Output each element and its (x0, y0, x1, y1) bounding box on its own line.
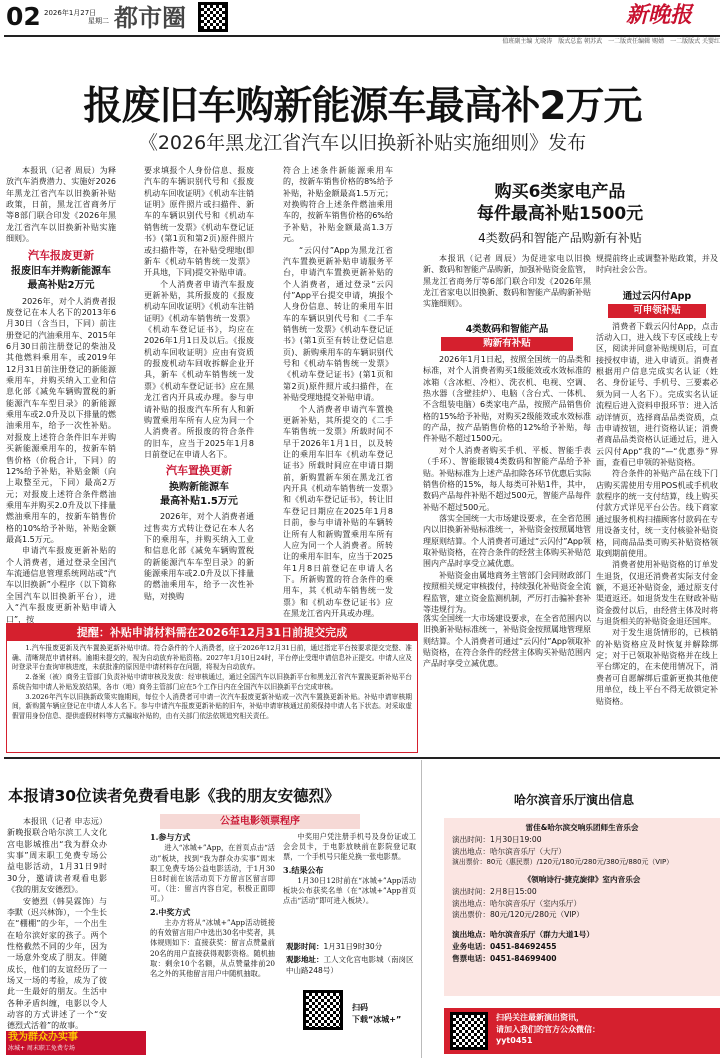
vertical-divider (421, 760, 422, 1058)
scrap-title-2: 最高补贴2万元 (27, 280, 95, 292)
step3-body: 1月30日12时前在“冰城+”App活动板块公布获奖名单（在“冰城+”App首页点击“活动”即可进入板块）。 (283, 876, 416, 906)
auto-col1-p2: 2026年，对个人消费者报废登记在本人名下的2013年6月30日（含当日，下同）前注册登记的汽油乘用车、2015年6月30日前注册登记的柴油及其他燃料乘用车，或2019年12月31日前注册登记的新能源乘用车，并购买纳入工业和信息化部《减免车辆购置税的新能源汽车车型目录》的新能源乘用车或2.0升及以下排量的燃油乘用车，给予一次性补贴。对报废上述符合条件旧车并购买新能源乘用车的，按新车销售价格（价税合计，下同）的12%给予补贴，补贴金额（向上取整至元，下同）最高2万元；对报废上述符合条件燃油乘用车并购买2.0升及以下排量燃油乘用车的，按新车销售价格的10%给予补贴，补贴金额最高1.5万元。 (6, 296, 116, 545)
appliance-title-1: 购买6类家电产品 (494, 182, 626, 202)
movie-scan-2: 下载“冰城+” (352, 1015, 402, 1024)
step2-body: 主办方将从“冰城+”App活动链接的有效留言用户中选出30名中奖者，具体规则如下：直接获奖：留言点赞量前20名的用户直接获得观影资格。随机抽取：剩余10个名额，从点赞量排前20名之外的其他留言用户中随机抽取。 (150, 918, 275, 979)
movie-procedure-band: 公益电影领票程序 (160, 814, 360, 829)
notice-title: 提醒：补贴申请材料需在2026年12月31日前提交完成 (7, 624, 417, 641)
concert2-name: 《领响诗行·捷克旋律》室内音乐会 (523, 875, 641, 884)
movie-banner-right: 冰城+ 周末职工免费专场 (8, 1045, 75, 1052)
step2-title: 2.中奖方式 (150, 906, 191, 917)
auto-lead: 本报讯（记者 周辰）为释放汽车消费潜力、实施好2026年黑龙江省汽车以旧换新补贴政策，日前，黑龙江省商务厅等8部门联合印发《2026年黑龙江省汽车以旧换新补贴实施细则》。 (6, 166, 116, 244)
header-rule (4, 35, 720, 37)
notice-p1: 1.汽车报废更新及汽车置换更新补贴申请。符合条件的个人消费者，应于2026年12月31日前，通过指定平台按要求提交完整、准确、清晰规范申请材料。逾期未提交的，视为自动放弃补贴资格。2027年1月10日24时，平台停止受理申请信息补正提交。申请人应及时登录平台查询审核进度，未获批准的原因是申请材料存在问题，将视为自动放弃。 (12, 644, 412, 672)
movie-scan-1: 扫码 (352, 1003, 368, 1012)
concert1-place: 演出地点：哈尔滨音乐厅（大厅） (452, 846, 566, 856)
concert-footer (444, 1008, 720, 1054)
auto-col2-p1: 要求填报个人身份信息、报废汽车的车辆识别代号和《报废机动车回收证明》《机动车注销证明》原件照片或扫描件、新车的车辆识别代号和《机动车销售统一发票》《机动车登记证书》(第1页和第2页)原件照片或扫描件等，在补贴受理地(即新车《机动车销售统一发票》开具地，下同)提交补贴申请。 (144, 166, 254, 278)
auto-col2-p2: 个人消费者申请汽车报废更新补贴，其所报废的《报废机动车回收证明》《机动车注销证明》《机动车销售统一发票》《机动车登记证书》，均应在2026年1月1日及以后。《报废机动车回收证明》应由有资质的报废机动车回收拆解企业开具，新车《机动车销售统一发票》《机动车登记证书》应在黑龙江省内开具或办理。参与申请补贴的报废汽车所有人和新购置乘用车所有人应为同一个人消费者。所报废的符合条件的旧车，应当于2025年1月8日前登记在申请人名下。 (144, 279, 254, 459)
appliance-mid-p4-cont: 落实全国统一大市场建设要求，在全省范围内以旧换新补贴标准统一，补贴资金按照属地管理原则结算。个人消费者可通过“云闪付”App领取补贴资格，在符合条件的经营主体购买补贴范围内产品时享受立减优惠。 (423, 614, 591, 669)
scrap-title-1: 报废旧车并购新能源车 (11, 266, 111, 278)
concert-scan-2: 请加入我们的官方公众微信： (496, 1024, 600, 1034)
movie-time (286, 942, 416, 953)
step1-body: 进入“冰城+”App，在首页点击“活动”板块，找到“我为群众办实事”周末职工免费专场公益电影活动，于1月30日8时前在该活动页下方留言区留言即可。（注：留言内容自定，积极正面即可。） (150, 843, 275, 904)
page-number: 02 (6, 2, 41, 31)
movie-banner (6, 1031, 146, 1055)
appliance-lead: 本报讯（记者 周辰）为促进家电以旧换新、数码和智能产品购新，加强补贴资金监管，黑龙江省商务厅等6部门联合印发《2026年黑龙江省家电以旧换新、数码和智能产品购新补贴实施细则》。 (423, 254, 591, 309)
appliance-right-p1: 消费者下载云闪付App，点击活动入口，进入线下专区或线上专区，阅读并同意补贴规则后，可直接授权申请，进入申请页。消费者根据用户信息完成实名认证（姓名、身份证号、手机号、三要素必须为同一人名下）。完成实名认证流程后进入资料申报环节：进入活动详情页，选择商品品类资质，点击申请按钮，进行资格认证；消费者商品品类资格认证通过后，进入云闪付App“我的”—“优惠券”界面，查看已申领的补贴资格。 (596, 321, 718, 467)
auto-col-2 (144, 165, 254, 615)
main-subheadline: 《2026年黑龙江省汽车以旧换新补贴实施细则》发布 (138, 132, 587, 154)
movie-banner-left: 我为群众办实事 (8, 1032, 78, 1043)
movie-left-col (7, 816, 107, 1031)
appliance-title-2: 每件最高补贴1500元 (476, 204, 644, 224)
concert-title: 哈尔滨音乐厅演出信息 (513, 793, 634, 807)
staff-credits: 值班副主编 尤晓涛 版式总监 朝苏武 一二版责任编辑 赐婧 一二版版式 关婴红 (502, 38, 720, 45)
concert-phone-2: 售票电话：0451-84699400 (452, 953, 557, 963)
movie-headline: 本报请30位读者免费看电影《我的朋友安德烈》 (8, 787, 340, 805)
step2-note: 中奖用户凭注册手机号及身份证或工会会员卡，于电影放映前在影院登记取票，一个手机号只能兑换一张电影票。 (283, 832, 416, 862)
page-weekday: 星期二 (88, 17, 109, 25)
auto-col3-p3: 个人消费者申请汽车置换更新补贴，其所提交的《二手车销售统一发票》所载时间不早于2026年1月1日，以及转让的乘用车旧车《机动车登记证书》所载时间应在申请日期前，新购置新车须在黑龙江省内开具《机动车销售统一发票》和《机动车登记证书》，转让旧车登记日期应在2025年1月8日前，参与申请补贴的车辆转让所有人和新购置乘用车所有人应为同一个人消费者。所转让的乘用车旧车，应当于2025年1月8日前登记在申请人名下。所新购置的符合条件的乘用车，其《机动车销售统一发票》和《机动车登记证书》应在黑龙江省内开具或办理。 (283, 404, 393, 619)
movie-intro: 安德烈（韩昊霖饰）与李默（迟兴林饰），一个生长在“棚棚”的少年，一个出生在哈尔滨好家的孩子。两个性格截然不同的少年，因为一场意外变成了朋友。伴随成长，他们的友谊经历了一场又一场的考验，成为了彼此一生最好的朋友。生活中各种矛盾纠缠，电影以令人动容的方式讲述了一个“安德烈式活着”的故事。 (7, 896, 107, 1031)
pay-band: 可申领补贴 (608, 304, 706, 317)
notice-box (6, 623, 418, 753)
movie-place (286, 955, 416, 976)
notice-p2: 2.备案（被）商务主管部门负责补贴申请审核及发放：经审核通过，通过全国汽车以旧换新平台和黑龙江省汽车置换更新补贴平台系统告知申请人补贴发放结果，各市（地）商务主管部门应在5个工作日内在全国汽车以旧换新平台完成审核。 (12, 673, 412, 691)
header-qr-code (198, 2, 228, 32)
replace-title-1: 换购新能源车 (169, 481, 229, 493)
step1-title: 1.参与方式 (150, 832, 191, 842)
auto-col1-p3: 申请汽车报废更新补贴的个人消费者，通过登录全国汽车流通信息管理系统网站或“汽车以旧换新”小程序（以下简称全国汽车以旧换新平台），进入“汽车报废更新补贴申请入口”，按 (6, 546, 116, 624)
movie-place-label: 观影地址： (286, 955, 324, 964)
auto-col3-p2: “云闪付”App为黑龙江省汽车置换更新补贴申请服务平台，申请汽车置换更新补贴的个人消费者，通过登录“云闪付”App平台提交申请，填报个人身份信息、转让的乘用车旧车的车辆识别代号和《二手车销售统一发票》《机动车登记证书》(第1页至有转让登记信息页)、新购乘用车的车辆识别代号和《机动车销售统一发票》《机动车登记证书》(第1页和第2页)原件照片或扫描件，在补贴受理地提交补贴申请。 (283, 245, 393, 403)
appliance-right-col (596, 253, 718, 753)
scrap-tag: 汽车报废更新 (28, 248, 94, 262)
digital-band: 购新有补贴 (441, 337, 573, 350)
main-headline: 报废旧车购新能源车最高补2万元 (83, 84, 642, 129)
appliance-mid-p3: 落实全国统一大市场建设要求，在全省范围内以旧换新补贴标准统一，补贴资金按照属地管理原则结算。个人消费者可通过“云闪付”App领取补贴资格，在符合条件的经营主体购买补贴范围内产品时享受立减优惠。 (423, 514, 591, 569)
concert-box (444, 818, 720, 996)
concert2-place: 演出地点：哈尔滨音乐厅（室内乐厅） (452, 898, 582, 908)
appliance-subtitle: 4类数码和智能产品购新有补贴 (478, 231, 642, 245)
concert2-price: 演出票价：80元/120元/280元（VIP） (452, 910, 584, 920)
replace-tag: 汽车置换更新 (166, 464, 232, 478)
concert-venue: 演出地点：哈尔滨音乐厅（群力大道1号） (452, 930, 594, 940)
movie-steps-right (283, 832, 416, 942)
digital-tag: 4类数码和智能产品 (465, 324, 549, 335)
concert2-time: 演出时间：2月8日15:00 (452, 886, 537, 896)
movie-place-value: 工人文化宫电影城（南岗区中山路248号） (286, 955, 414, 975)
movie-qr-code[interactable] (303, 990, 343, 1030)
movie-time-value: 1月31日9时30分 (323, 942, 383, 951)
page-date: 2026年1月27日 (44, 9, 97, 17)
appliance-mid-p1: 2026年1月1日起，按照全国统一的品类和标准，对个人消费者购买1级能效或水效标准的冰箱（含冰柜、冷柜）、洗衣机、电视、空调、热水器（含壁挂炉）、电脑（含台式、一体机、不含组装电脑）6类家电产品，按照产品销售价格的15%给予补贴，对购买2级能效或水效标准的产品，按产品销售价格的12%给予补贴，每件补贴不超过1500元。 (423, 354, 591, 444)
concert1-name: 雷佳&哈尔滨交响乐团师生音乐会 (525, 823, 639, 832)
concert-scan-1: 扫码关注最新演出资讯， (496, 1013, 584, 1022)
step3-title: 3.结果公布 (283, 864, 324, 875)
replace-title-2: 最高补贴1.5万元 (160, 496, 238, 508)
section-title: 都市圈 (114, 4, 186, 32)
appliance-right-top: 规提前终止或调整补贴政策，并及时向社会公告。 (596, 254, 718, 275)
appliance-lead-col (423, 253, 591, 321)
concert-scan-3: yyt0451 (496, 1036, 533, 1046)
appliance-mid-col (423, 323, 591, 613)
concert-qr-code[interactable] (450, 1012, 488, 1050)
appliance-mid-col-2 (423, 613, 591, 753)
pay-tag: 通过云闪付App (622, 290, 692, 302)
appliance-right-p4: 对于发生退货情形的，已核销的补贴资格应及时恢复并解除绑定；对于已领取补贴资格并在线上平台绑定的，在未使用情况下，消费者可自愿解绑后重新更换其他使用单位，线上平台不得无故锁定补贴资格。 (596, 628, 718, 706)
concert1-price: 演出票价：80元（惠民票）/120元/180元/280元/380元/880元（VIP） (452, 858, 674, 867)
notice-p3: 3.2026年汽车以旧换新政策实施期间，每位个人消费者可申请一次汽车报废更新补贴或一次汽车置换更新补贴。补贴申请审核期间，新购置车辆应登记在申请人本人名下。参与申请汽车报废更新补贴的旧车，补贴申请审核通过前须保持申请人名下状态。对采取虚假冒用身份信息、提供虚假材料等方式骗取补贴的，由有关部门依法依规追究相关责任。 (12, 692, 412, 721)
appliance-right-p2: 符合条件的补贴产品在线下门店购买需使用专用POS机或手机收款程序的统一支付结算，线上购买付款方式详见平台公告。线下商家通过服务机构扫描顾客付款码在专用设备支付，统一支付核验补贴资格，同商品品类可购买补贴资格领取到期前使用。 (596, 469, 718, 558)
appliance-right-p3: 消费者使用补贴资格的订单发生退货，仅退还消费者实际支付金额，不退还补贴资金，通过原支付渠道返还。如退货发生在财政补贴资金拨付以后，由经营主体及时将与退货相关的补贴资金退还国库。 (596, 560, 718, 627)
auto-col-3 (283, 165, 393, 619)
movie-time-label: 观影时间： (286, 942, 324, 951)
auto-col2-p3: 2026年，对个人消费者通过售卖方式转让登记在本人名下的乘用车，并购买纳入工业和信息化部《减免车辆购置税的新能源汽车车型目录》的新能源乘用车或2.0升及以下排量的燃油乘用车，给予一次性补贴，对换购 (144, 512, 254, 601)
appliance-mid-p4: 补贴资金由属地商务主管部门会同财政部门按照相关规定审核拨付，持续强化补贴资金全流程监管，建立资金监测机制，严厉打击骗补套补等违规行为。 (423, 570, 591, 614)
movie-steps-left (150, 832, 275, 1047)
concert-phone-1: 业务电话：0451-84692455 (452, 941, 557, 951)
appliance-mid-p2: 对个人消费者购买手机、平板、智能手表（手环）、智能眼镜4类数码和智能产品给予补贴。补贴标准为上述产品扣除各环节优惠后实际销售价格的15%，每人每类可补贴1件，其中，数码产品每件补贴不超过500元，智能产品每件补贴不超过500元。 (423, 445, 591, 512)
newspaper-logo: 新晚报 (626, 2, 693, 28)
section-divider (4, 757, 720, 759)
movie-lead: 本报讯（记者 申志远）新晚报联合哈尔滨工人文化宫电影城推出“我为群众办实事”周末职工免费专场公益电影活动，1月31日9时30分，邀请读者观看电影《我的朋友安德烈》。 (7, 817, 107, 895)
auto-col3-p1: 符合上述条件新能源乘用车的，按新车销售价格的8%给予补贴，补贴金额最高1.5万元；对换购符合上述条件燃油乘用车的，按新车销售价格的6%给予补贴，补贴金额最高1.3万元。 (283, 166, 393, 244)
concert1-time: 演出时间：1月30日19:00 (452, 834, 542, 844)
auto-col-1 (6, 165, 116, 624)
